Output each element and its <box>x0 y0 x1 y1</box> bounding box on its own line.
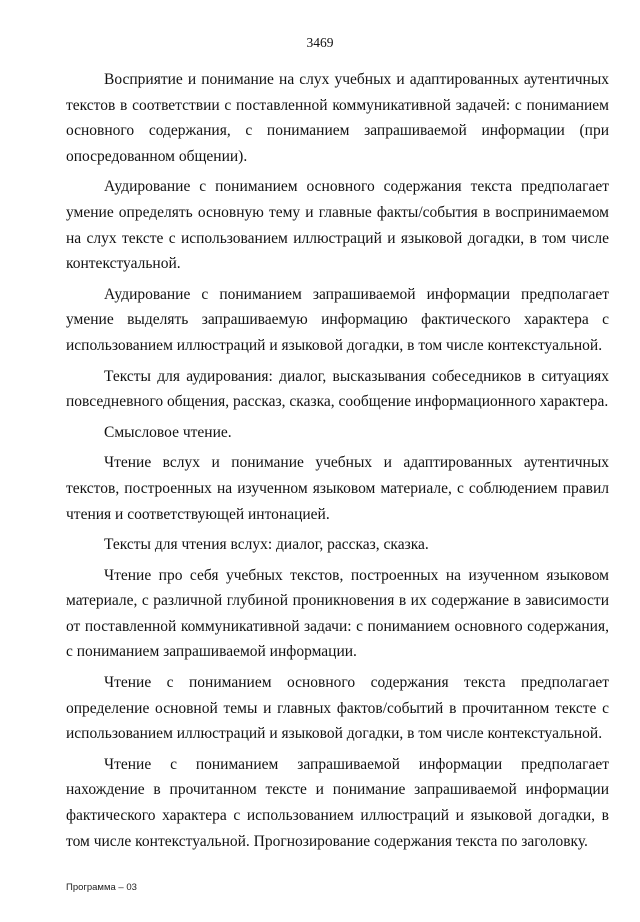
paragraph: Тексты для аудирования: диалог, высказывания собеседников в ситуациях повседневного общения, рассказ, сказка, сообщение информационного характера. <box>66 367 609 411</box>
paragraph: Чтение про себя учебных текстов, построенных на изученном языковом материале, с различной глубиной проникновения в их содержание в зависимости от поставленной коммуникативной задачи: с пониманием основного содержания, с пониманием запрашиваемой информации. <box>66 566 609 661</box>
body-text <box>66 67 609 859</box>
paragraph: Смысловое чтение. <box>104 423 232 441</box>
page-number: 3469 <box>306 35 334 50</box>
paragraph: Чтение с пониманием основного содержания текста предполагает определение основной темы и главных фактов/событий в прочитанном тексте с использованием иллюстраций и языковой догадки, в том числе контекстуальной. <box>66 674 609 743</box>
paragraph: Восприятие и понимание на слух учебных и адаптированных аутентичных текстов в соответствии с поставленной коммуникативной задачей: с пониманием основного содержания, с пониманием запрашиваемой информации (при опосредованном общении). <box>66 71 609 165</box>
paragraph: Аудирование с пониманием основного содержания текста предполагает умение определять основную тему и главные факты/события в воспринимаемом на слух тексте с использованием иллюстраций и языковой догадки, в том числе контекстуальной. <box>66 178 609 273</box>
footer-label: Программа – 03 <box>66 882 137 893</box>
paragraph: Чтение вслух и понимание учебных и адаптированных аутентичных текстов, построенных на изученном языковом материале, с соблюдением правил чтения и соответствующей интонацией. <box>66 454 609 523</box>
paragraph: Тексты для чтения вслух: диалог, рассказ, сказка. <box>104 536 429 554</box>
paragraph: Чтение с пониманием запрашиваемой информации предполагает нахождение в прочитанном тексте и понимание запрашиваемой информации фактического характера с использованием иллюстраций и языковой догадки, в том числе контекстуальной. Прогнозирование содержания текста по заголовку. <box>66 755 609 850</box>
paragraph: Аудирование с пониманием запрашиваемой информации предполагает умение выделять запрашиваемую информацию фактического характера с использованием иллюстраций и языковой догадки, в том числе контекстуальной. <box>66 285 609 354</box>
